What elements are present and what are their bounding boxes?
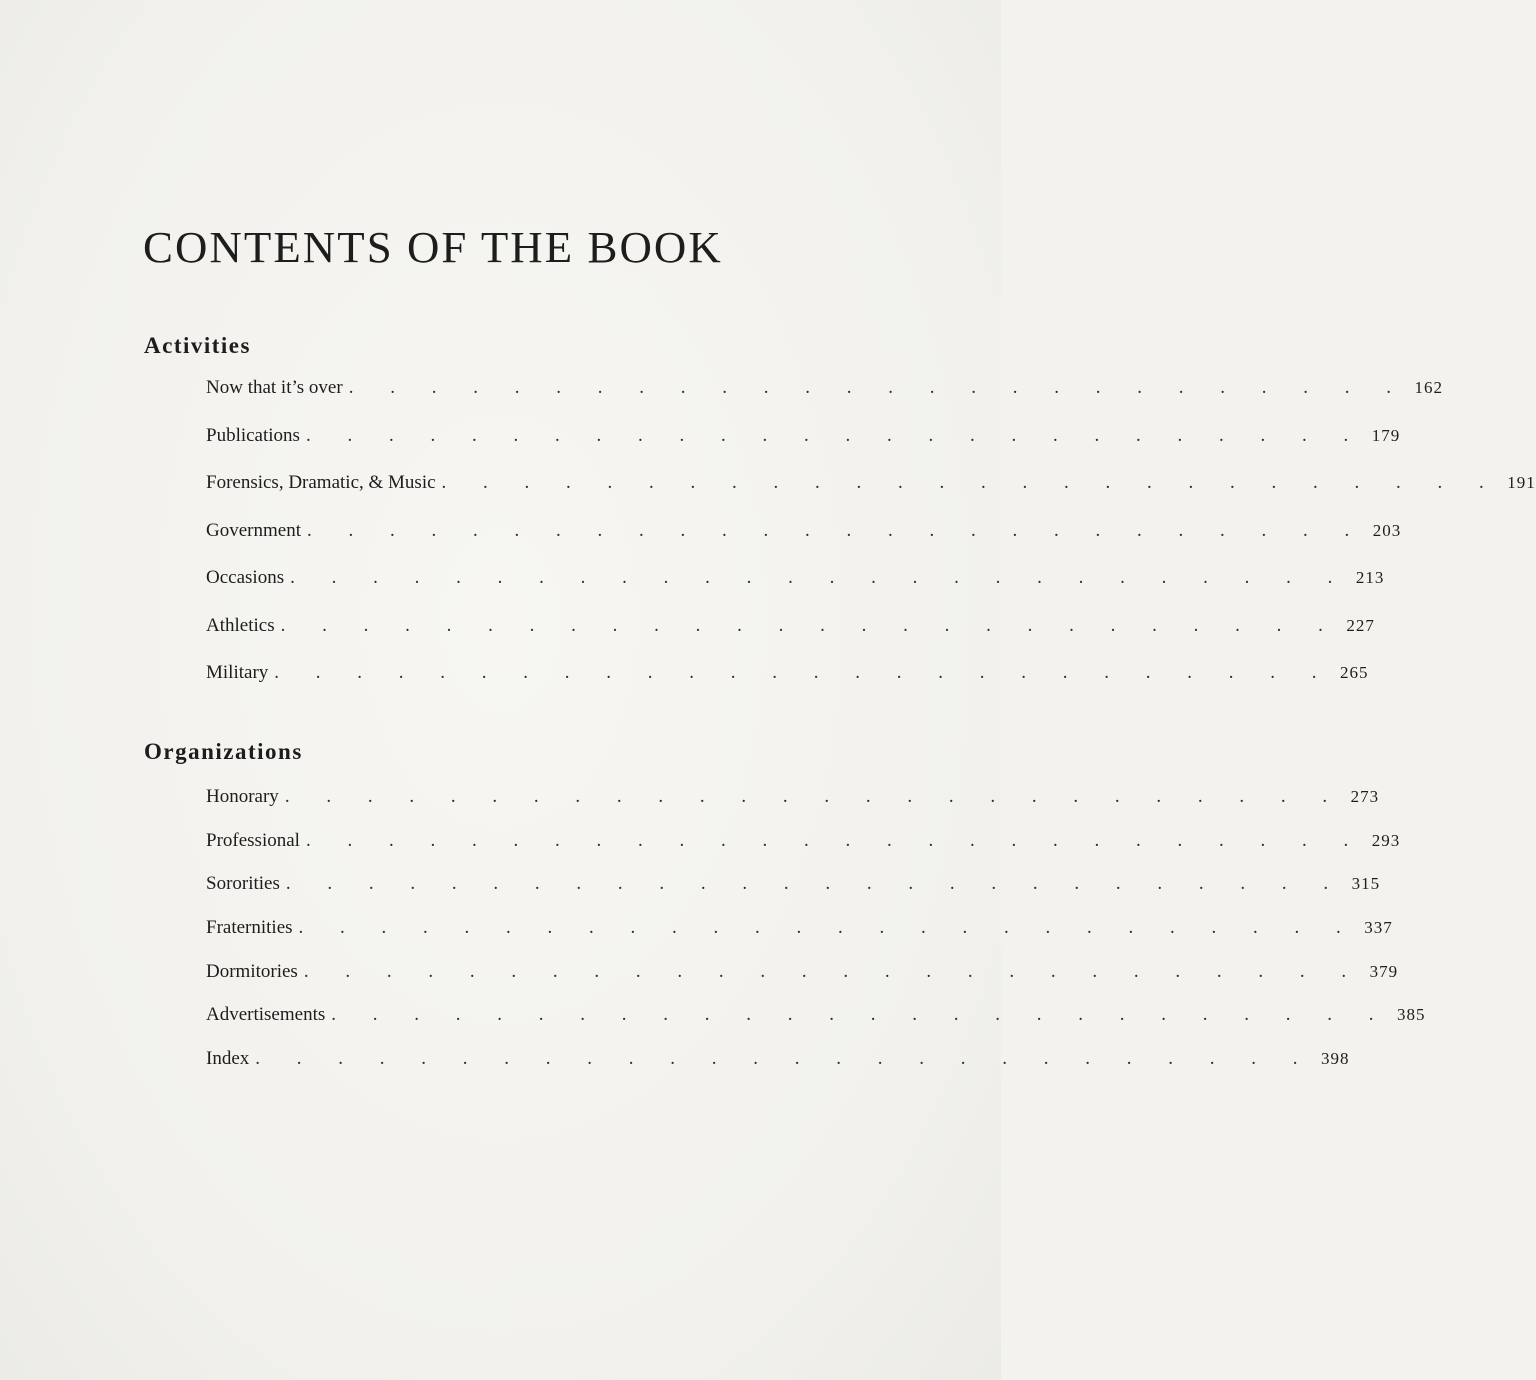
toc-entry-page: 162: [1414, 378, 1443, 397]
toc-entry: [206, 1004, 1426, 1048]
toc-entry-label: Forensics, Dramatic, & Music: [206, 472, 436, 493]
toc-entry-page: 315: [1351, 874, 1381, 894]
toc-entry-page: 293: [1371, 830, 1401, 850]
toc-entry-label: Now that it’s over: [206, 377, 343, 398]
section-heading-activities: Activities: [144, 333, 251, 358]
toc-entry: [206, 1048, 1350, 1092]
dot-leader: . . . . . . . . . . . . . . . . . . . . . . . . . .: [348, 377, 1407, 398]
toc-entry: [206, 873, 1381, 917]
toc-entry-label: Athletics: [206, 614, 275, 636]
toc-entry-label: Index: [206, 1048, 250, 1070]
toc-entry-page: 213: [1355, 568, 1385, 587]
dot-leader: . . . . . . . . . . . . . . . . . . . . . . . . . .: [305, 424, 1365, 446]
toc-entry-label: Government: [206, 519, 301, 541]
toc-entry-page: 379: [1369, 961, 1399, 981]
toc-entry-page: 203: [1372, 520, 1402, 540]
toc-entry-page: 273: [1350, 787, 1380, 806]
toc-entry: [206, 472, 1536, 520]
dot-leader: . . . . . . . . . . . . . . . . . . . . . . . . . .: [290, 567, 1349, 588]
dot-leader: . . . . . . . . . . . . . . . . . . . . . . . . . .: [331, 1004, 1390, 1026]
toc-entry-label: Advertisements: [206, 1004, 326, 1026]
toc-entry: [206, 829, 1401, 874]
toc-entry-page: 179: [1371, 425, 1401, 445]
toc-entry-label: Honorary: [206, 786, 279, 807]
dot-leader: . . . . . . . . . . . . . . . . . . . . . . . . . .: [298, 917, 1357, 939]
toc-entry: [206, 960, 1399, 1005]
toc-entry: [206, 567, 1385, 615]
toc-entry-page: 337: [1364, 918, 1393, 938]
toc-entry: [206, 662, 1369, 710]
toc-list-organizations: [206, 786, 1426, 1092]
dot-leader: . . . . . . . . . . . . . . . . . . . . . . . . . .: [303, 960, 1363, 982]
toc-entry: [206, 917, 1393, 961]
toc-entry-label: Professional: [206, 829, 300, 851]
dot-leader: . . . . . . . . . . . . . . . . . . . . . . . . . .: [284, 786, 1344, 807]
toc-entry-label: Military: [206, 662, 269, 683]
section-heading-organizations: Organizations: [144, 739, 303, 764]
dot-leader: . . . . . . . . . . . . . . . . . . . . . . . . . .: [305, 829, 1365, 851]
dot-leader: . . . . . . . . . . . . . . . . . . . . . . . . . .: [285, 873, 1345, 895]
dot-leader: . . . . . . . . . . . . . . . . . . . . . . . . . .: [306, 519, 1366, 541]
toc-entry: [206, 786, 1380, 830]
toc-entry: [206, 424, 1401, 473]
toc-entry-page: 191: [1507, 473, 1536, 492]
toc-entry-label: Dormitories: [206, 960, 298, 982]
toc-entry-label: Publications: [206, 424, 300, 446]
toc-entry-page: 265: [1340, 663, 1369, 682]
toc-entry: [206, 519, 1402, 568]
toc-entry-label: Occasions: [206, 567, 285, 588]
dot-leader: . . . . . . . . . . . . . . . . . . . . . . . . . .: [441, 472, 1500, 493]
toc-entry-page: 398: [1321, 1049, 1350, 1069]
toc-list-activities: [206, 377, 1536, 710]
page-title: CONTENTS OF THE BOOK: [143, 223, 723, 272]
toc-entry: [206, 614, 1375, 663]
dot-leader: . . . . . . . . . . . . . . . . . . . . . . . . . .: [274, 662, 1333, 683]
dot-leader: . . . . . . . . . . . . . . . . . . . . . . . . . .: [255, 1048, 1314, 1070]
toc-entry: [206, 377, 1443, 425]
toc-entry-page: 385: [1397, 1005, 1426, 1025]
toc-entry-label: Fraternities: [206, 917, 293, 939]
dot-leader: . . . . . . . . . . . . . . . . . . . . . . . . . .: [280, 614, 1339, 636]
toc-entry-page: 227: [1346, 615, 1375, 635]
toc-entry-label: Sororities: [206, 873, 280, 895]
